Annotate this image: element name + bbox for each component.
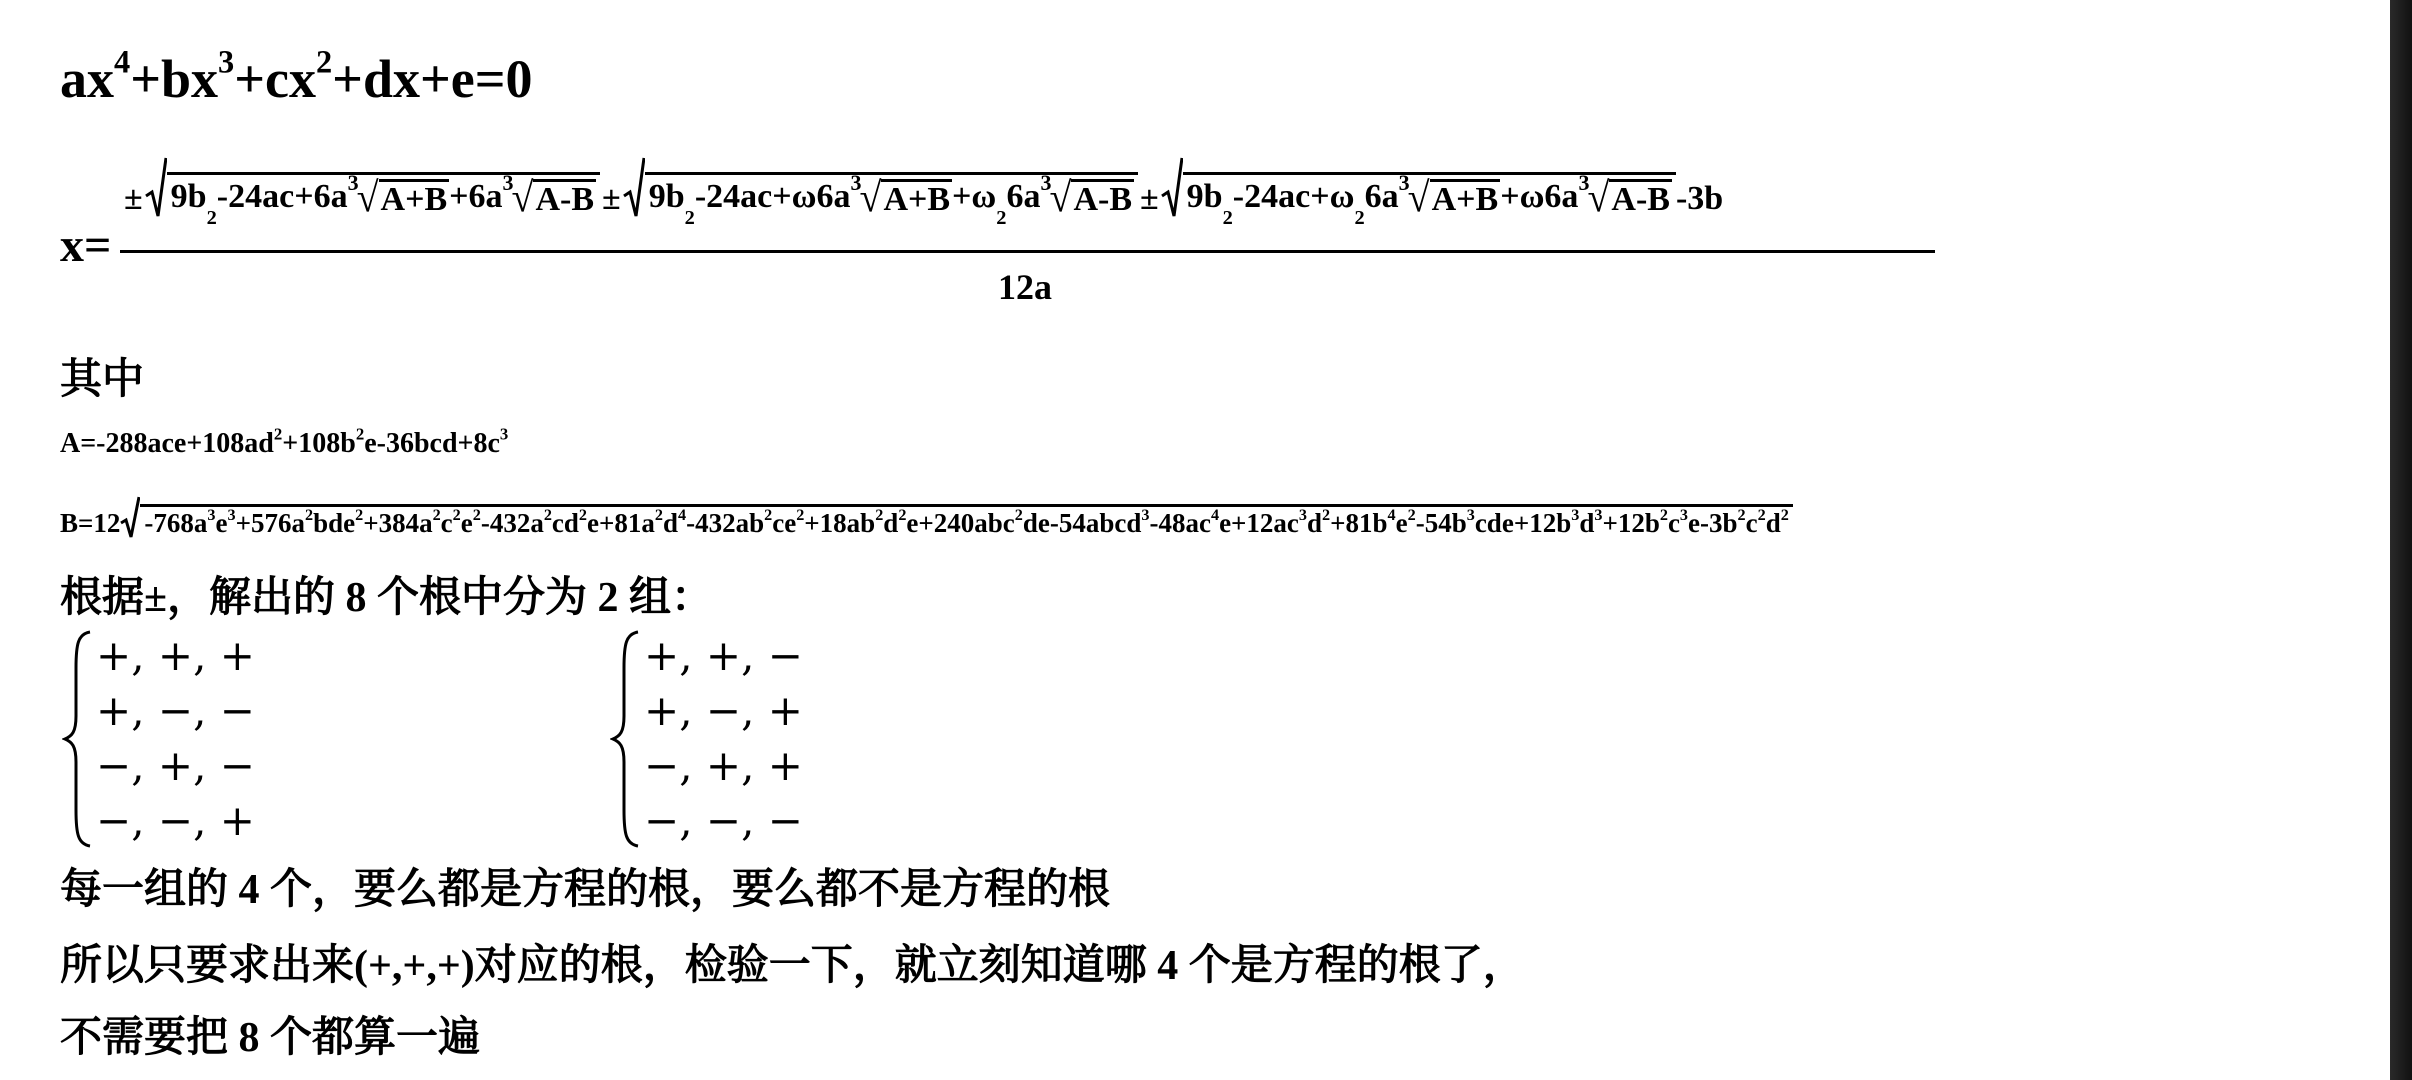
sign-group-1 (62, 628, 322, 848)
polynomial-term: $+81a^2d^4$ (599, 505, 687, 538)
polynomial-term: $+576a^2bde^2$ (235, 505, 364, 538)
left-brace-icon (62, 628, 94, 850)
polynomial-term: $+12b^2c^3e$ (1602, 505, 1700, 538)
radical-sign-icon (120, 495, 140, 539)
polynomial-term: $-3b^2c^2d^2$ (1700, 505, 1789, 538)
formula-x-label: x= (60, 219, 112, 272)
left-brace-icon (610, 628, 642, 850)
polynomial-term: $+12b^3d^3$ (1513, 505, 1603, 538)
radical-sign-icon (623, 156, 645, 218)
polynomial-term: $-432ab^2ce^2$ (686, 505, 805, 538)
fraction-bar (120, 250, 1935, 253)
sign-row: +, −, + (644, 686, 803, 735)
polynomial-term: +240abc$^2$de (918, 505, 1050, 538)
polynomial-term: $-768a^3e^3$ (144, 505, 236, 538)
sign-group-2 (610, 628, 870, 848)
sign-row: −, −, + (96, 796, 255, 845)
polynomial-term: $+18ab^2d^2e$ (804, 505, 919, 538)
sign-row: +, −, − (96, 686, 255, 735)
square-root-term-3: 9b 2 -24ac+ω 2 6a 3 √ A+B +ω6a 3 √ A-B (1161, 156, 1676, 218)
sign-row: +, +, + (96, 631, 255, 680)
text-conclusion: 不需要把 8 个都算一遍 (60, 1015, 481, 1061)
sign-row: −, +, − (96, 741, 255, 790)
text-grouping-intro: 根据±，解出的 8 个根中分为 2 组： (60, 575, 714, 621)
cube-root-a-plus-b: 3 √ A+B (850, 169, 951, 222)
quartic-equation: $ax^4+bx^3+cx^2+dx+e=0$ (60, 44, 533, 109)
cube-root-a-minus-b: 3 √ A-B (1578, 169, 1670, 222)
polynomial-term: $-432a^2cd^2e$ (480, 505, 599, 538)
where-label: 其中 (60, 357, 145, 403)
plus-minus-sign: ± (602, 180, 621, 217)
sign-row: −, −, − (644, 796, 803, 845)
sign-row: +, +, − (644, 631, 803, 680)
formula-tail: -3b (1675, 180, 1724, 217)
radical-sign-icon (145, 156, 167, 218)
text-group-property: 每一组的 4 个，要么都是方程的根，要么都不是方程的根 (60, 867, 1111, 913)
definition-B-radicand (140, 504, 1792, 539)
formula-denominator: 12a (998, 267, 1052, 307)
square-root-term-2: 9b 2 -24ac+ω6a 3 √ A+B +ω 2 6a 3 √ A-B (623, 156, 1138, 218)
polynomial-term: $+81b^4e^2$ (1330, 505, 1416, 538)
square-root-term-1: 9b 2 -24ac+6a 3 √ A+B +6a 3 √ A-B (145, 156, 600, 218)
polynomial-term: $-48ac^4e$ (1149, 505, 1232, 538)
cube-root-a-minus-b: 3 √ A-B (502, 169, 595, 222)
polynomial-term: $+12ac^3d^2$ (1231, 505, 1331, 538)
cube-root-a-minus-b: 3 √ A-B (1040, 169, 1132, 222)
sign-row: −, +, + (644, 741, 803, 790)
plus-minus-sign: ± (1140, 180, 1159, 217)
polynomial-term: -54abcd$^3$ (1049, 505, 1150, 538)
plus-minus-sign: ± (124, 180, 143, 217)
polynomial-term: $+384a^2c^2e^2$ (363, 505, 481, 538)
cube-root-a-plus-b: 3 √ A+B (1398, 169, 1499, 222)
window-edge (2390, 0, 2412, 1080)
polynomial-term: $-54b^3cde$ (1415, 505, 1514, 538)
formula-numerator (122, 156, 1724, 229)
definition-A: $A=-288ace+108ad^2+108b^2e-36bcd+8c^3$ (60, 424, 509, 459)
radical-sign-icon (1161, 156, 1183, 218)
definition-B: B=12 $-768a^3e^3$ $+576a^2bde^2$ $+384a^2c^2e^2$ $-432a^2cd^2e$ $+81a^2d^4$ $-432ab^2ce^2$ $+18ab^2d^2e$ +240abc$^2$de -54abcd$^3$ $-48ac^4e$ $+12ac^3d^2$ $+81b^4e^2$ $-54b^3cde$ $+12b^3d^3$ $+12b^2c^3e$ $-3b^2c^2d^2$ (60, 495, 1793, 539)
text-verification: 所以只要求出来(+,+,+)对应的根，检验一下，就立刻知道哪 4 个是方程的根了， (60, 943, 1525, 989)
cube-root-a-plus-b: 3 √ A+B (347, 169, 448, 222)
